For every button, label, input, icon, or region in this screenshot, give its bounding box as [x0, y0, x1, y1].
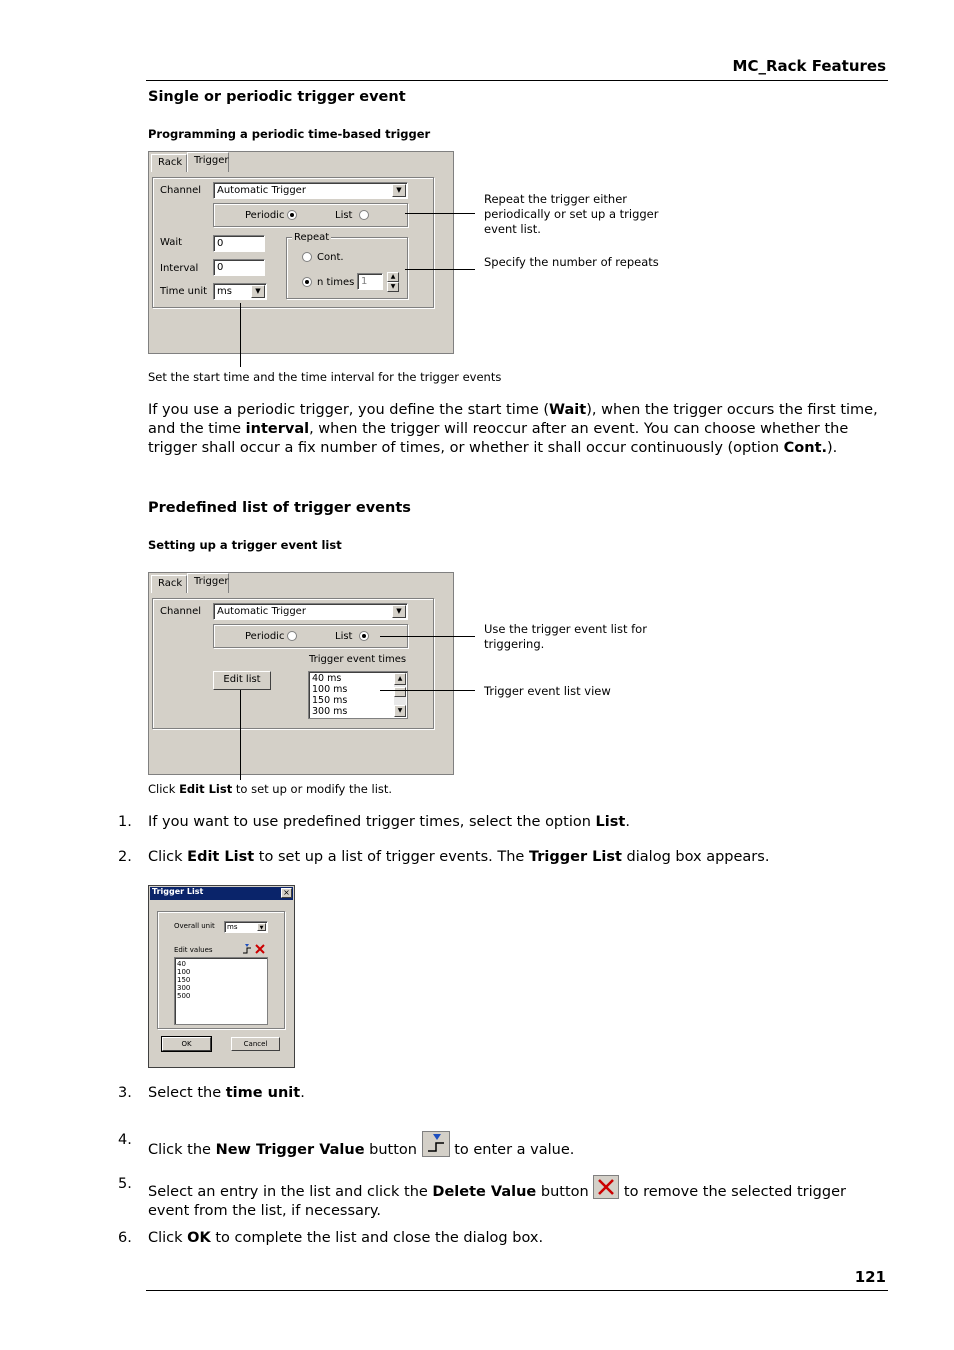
- step-1: 1. If you want to use predefined trigger times, select the option List.: [118, 814, 630, 830]
- trigger-times-list[interactable]: [308, 671, 408, 719]
- mode-group: [213, 624, 408, 648]
- callout-line: [405, 213, 475, 214]
- periodic-label: Periodic: [245, 631, 285, 642]
- channel-label: Channel: [160, 606, 202, 617]
- time-unit-select[interactable]: [213, 283, 267, 300]
- channel-label: Channel: [160, 185, 202, 196]
- figure1-caption: Programming a periodic time-based trigger: [148, 127, 431, 141]
- chevron-down-icon: ▼: [392, 605, 406, 618]
- cancel-button[interactable]: Cancel: [231, 1037, 280, 1051]
- wait-label: Wait: [160, 237, 183, 248]
- section1-heading: Single or periodic trigger event: [148, 89, 406, 105]
- list-item[interactable]: 100: [177, 968, 191, 976]
- delete-value-icon: [593, 1175, 619, 1199]
- step-4: 4. Click the New Trigger Value button to enter a value.: [118, 1132, 575, 1158]
- spin-down-icon[interactable]: ▼: [387, 282, 399, 292]
- event-times-label: Trigger event times: [309, 654, 407, 665]
- list-radio[interactable]: [359, 631, 369, 641]
- list-item[interactable]: 300: [177, 984, 191, 992]
- trigger-settings-panel-list: [148, 572, 454, 775]
- dialog-title: Trigger List: [152, 887, 204, 896]
- list-radio[interactable]: [359, 210, 369, 220]
- periodic-label: Periodic: [245, 210, 285, 221]
- mode-group: [213, 203, 408, 227]
- channel-value: Automatic Trigger: [217, 185, 306, 196]
- periodic-description: If you use a periodic trigger, you define the start time (Wait), when the trigger occurs the first time, and the time interval, when the trigger will reoccur after an event. You can choose whether the trigger shall occur a fix number of times, or whether it shall occur continuously (option Cont.).: [148, 402, 878, 456]
- delete-value-icon[interactable]: [255, 944, 265, 954]
- new-value-icon[interactable]: [241, 943, 253, 955]
- step-5: 5. Select an entry in the list and click the Delete Value button to remove the selected trigger event from the list, if necessary.: [118, 1176, 846, 1219]
- callout-line: [380, 636, 475, 637]
- scroll-up-icon[interactable]: ▲: [394, 673, 406, 685]
- trigger-list-dialog: [148, 885, 295, 1068]
- tab-trigger[interactable]: Trigger: [187, 152, 229, 172]
- cont-radio[interactable]: [302, 252, 312, 262]
- chevron-down-icon: ▼: [257, 923, 266, 931]
- wait-input[interactable]: 0: [213, 235, 265, 252]
- callout-line: [240, 303, 241, 367]
- tab-trigger[interactable]: Trigger: [187, 573, 229, 593]
- scroll-thumb[interactable]: [394, 687, 406, 697]
- callout-line: [380, 690, 475, 691]
- tab-rack[interactable]: Rack: [151, 575, 187, 593]
- spin-up-icon[interactable]: ▲: [387, 272, 399, 282]
- step-6: 6. Click OK to complete the list and close the dialog box.: [118, 1230, 544, 1246]
- scroll-down-icon[interactable]: ▼: [394, 705, 406, 717]
- list-label: List: [335, 631, 353, 642]
- section2-heading: Predefined list of trigger events: [148, 500, 411, 516]
- ntimes-radio[interactable]: [302, 277, 312, 287]
- callout-use-list: Use the trigger event list for triggering.: [484, 622, 647, 651]
- list-item[interactable]: 100 ms: [312, 684, 348, 695]
- callout-repeats: Specify the number of repeats: [484, 255, 659, 269]
- overall-unit-select[interactable]: [224, 921, 268, 933]
- list-item[interactable]: 40 ms: [312, 673, 342, 684]
- channel-value: Automatic Trigger: [217, 606, 306, 617]
- channel-select[interactable]: [213, 182, 408, 199]
- edit-list-button[interactable]: Edit list: [213, 671, 271, 690]
- periodic-radio[interactable]: [287, 210, 297, 220]
- scrollbar[interactable]: [394, 673, 406, 717]
- edit-values-label: Edit values: [174, 946, 213, 954]
- step-2: 2. Click Edit List to set up a list of trigger events. The Trigger List dialog box appears.: [118, 849, 770, 865]
- page-number: 121: [854, 1268, 886, 1286]
- trigger-settings-panel-periodic: [148, 151, 454, 354]
- list-item[interactable]: 150 ms: [312, 695, 348, 706]
- cont-label: Cont.: [317, 252, 344, 263]
- overall-unit-label: Overall unit: [174, 922, 215, 930]
- callout-list-view: Trigger event list view: [484, 684, 611, 698]
- interval-input[interactable]: 0: [213, 259, 265, 276]
- title-bar: [150, 887, 293, 900]
- ok-button[interactable]: OK: [162, 1037, 211, 1051]
- ntimes-label: n times: [317, 277, 355, 288]
- values-list[interactable]: [174, 957, 268, 1025]
- header-rule: [146, 80, 888, 81]
- list-item[interactable]: 300 ms: [312, 706, 348, 717]
- callout-edit-list: Click Edit List to set up or modify the list.: [148, 782, 393, 796]
- repeat-label: Repeat: [294, 232, 330, 243]
- new-trigger-value-icon: [422, 1131, 450, 1157]
- time-unit-value: ms: [217, 286, 232, 297]
- close-icon[interactable]: ×: [281, 888, 292, 898]
- overall-unit-value: ms: [227, 923, 238, 931]
- list-item[interactable]: 40: [177, 960, 186, 968]
- figure2-caption: Setting up a trigger event list: [148, 538, 342, 552]
- time-unit-label: Time unit: [160, 286, 208, 297]
- chevron-down-icon: ▼: [251, 285, 265, 298]
- step-3: 3. Select the time unit.: [118, 1085, 305, 1101]
- periodic-radio[interactable]: [287, 631, 297, 641]
- running-header: MC_Rack Features: [732, 57, 886, 75]
- footer-rule: [146, 1290, 888, 1291]
- tab-rack[interactable]: Rack: [151, 154, 187, 172]
- callout-start-time: Set the start time and the time interval for the trigger events: [148, 370, 502, 384]
- list-item[interactable]: 150: [177, 976, 191, 984]
- callout-line: [240, 690, 241, 780]
- callout-periodic: Repeat the trigger either periodically or set up a trigger event list.: [484, 192, 659, 236]
- chevron-down-icon: ▼: [392, 184, 406, 197]
- list-item[interactable]: 500: [177, 992, 191, 1000]
- ntimes-input[interactable]: 1: [357, 273, 383, 290]
- interval-label: Interval: [160, 263, 199, 274]
- list-label: List: [335, 210, 353, 221]
- channel-select[interactable]: [213, 603, 408, 620]
- callout-line: [405, 269, 475, 270]
